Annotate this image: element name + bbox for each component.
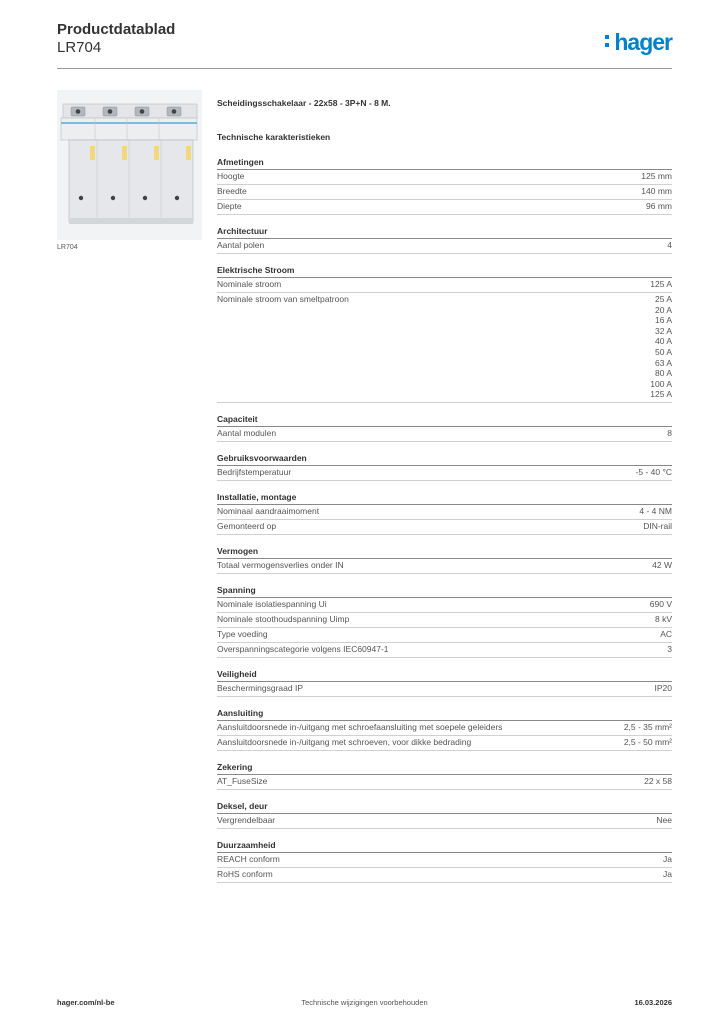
spec-row xyxy=(217,721,672,736)
section-installatie-montage xyxy=(217,491,672,535)
spec-label: Beschermingsgraad IP xyxy=(217,682,303,693)
section-gebruiksvoorwaarden xyxy=(217,452,672,481)
section-title: Installatie, montage xyxy=(217,491,672,505)
spec-value: IP20 xyxy=(654,682,672,693)
section-deksel-deur xyxy=(217,800,672,829)
spec-row xyxy=(217,427,672,442)
spec-label: Nominale isolatiespanning Ui xyxy=(217,598,327,609)
spec-label: Totaal vermogensverlies onder IN xyxy=(217,559,344,570)
section-afmetingen xyxy=(217,156,672,215)
footer-date: 16.03.2026 xyxy=(634,998,672,1007)
spec-label: Type voeding xyxy=(217,628,268,639)
section-aansluiting xyxy=(217,707,672,751)
spec-row xyxy=(217,868,672,883)
spec-label: Bedrijfstemperatuur xyxy=(217,466,292,477)
spec-label: Nominale stroom xyxy=(217,279,282,289)
spec-value: 140 mm xyxy=(641,186,672,196)
section-title: Zekering xyxy=(217,761,672,775)
spec-value: AC xyxy=(660,628,672,639)
spec-label: REACH conform xyxy=(217,853,280,864)
section-title: Veiligheid xyxy=(217,668,672,682)
spec-value: 25 A xyxy=(654,294,672,304)
section-title: Duurzaamheid xyxy=(217,839,672,853)
section-title: Architectuur xyxy=(217,225,672,239)
spec-row xyxy=(217,628,672,643)
spec-label: Breedte xyxy=(217,186,247,196)
section-title: Deksel, deur xyxy=(217,800,672,814)
fuse-switch-illustration xyxy=(57,90,202,240)
spec-value-list xyxy=(650,294,672,400)
section-title: Afmetingen xyxy=(217,156,672,170)
spec-label: Vergrendelbaar xyxy=(217,814,276,825)
document-title: Productdatablad xyxy=(57,21,176,38)
spec-value: 16 A xyxy=(654,315,672,326)
spec-row xyxy=(217,643,672,658)
section-title: Gebruiksvoorwaarden xyxy=(217,452,672,466)
spec-label: Aansluitdoorsnede in-/uitgang met schroeven, voor dikke bedrading xyxy=(217,736,472,747)
hager-logo xyxy=(614,29,672,56)
spec-row xyxy=(217,466,672,481)
spec-value: Ja xyxy=(663,853,672,864)
spec-row xyxy=(217,505,672,520)
section-spanning xyxy=(217,584,672,658)
image-caption: LR704 xyxy=(57,244,78,251)
section-subtitle: Technische karakteristieken xyxy=(217,132,331,142)
spec-value: Nee xyxy=(656,814,672,825)
spec-row xyxy=(217,598,672,613)
page-header xyxy=(57,21,672,69)
spec-value: 125 mm xyxy=(641,171,672,181)
spec-value: 4 - 4 NM xyxy=(639,505,672,516)
section-capaciteit xyxy=(217,413,672,442)
spec-row xyxy=(217,613,672,628)
spec-label: RoHS conform xyxy=(217,868,273,879)
section-duurzaamheid xyxy=(217,839,672,883)
spec-label: Aansluitdoorsnede in-/uitgang met schroefaansluiting met soepele geleiders xyxy=(217,721,503,732)
spec-label: Diepte xyxy=(217,201,242,211)
section-vermogen xyxy=(217,545,672,574)
spec-value: 32 A xyxy=(654,325,672,336)
product-name: Scheidingsschakelaar - 22x58 - 3P+N - 8 M. xyxy=(217,98,391,108)
spec-value: 80 A xyxy=(654,368,672,379)
spec-label: Overspanningscategorie volgens IEC60947-1 xyxy=(217,643,389,654)
section-title: Spanning xyxy=(217,584,672,598)
spec-value: 3 xyxy=(667,643,672,654)
spec-row xyxy=(217,520,672,535)
spec-row xyxy=(217,682,672,697)
section-title: Elektrische Stroom xyxy=(217,264,672,278)
section-title: Vermogen xyxy=(217,545,672,559)
spec-value: 4 xyxy=(667,240,672,250)
spec-label: Hoogte xyxy=(217,171,245,181)
spec-value: 40 A xyxy=(654,336,672,347)
spec-row xyxy=(217,170,672,185)
spec-label: Nominale stoothoudspanning Uimp xyxy=(217,613,350,624)
section-elektrische-stroom xyxy=(217,264,672,403)
spec-label: Nominaal aandraaimoment xyxy=(217,505,320,516)
spec-value: 22 x 58 xyxy=(644,775,672,786)
spec-row xyxy=(217,853,672,868)
logo-dots-icon xyxy=(605,35,609,48)
spec-row xyxy=(217,814,672,829)
spec-value: 690 V xyxy=(649,598,672,609)
spec-value: 42 W xyxy=(652,559,672,570)
spec-value: DIN-rail xyxy=(643,520,672,531)
spec-value: 63 A xyxy=(654,357,672,368)
footer-website-link[interactable]: hager.com/nl-be xyxy=(57,998,115,1007)
footer-note: Technische wijzigingen voorbehouden xyxy=(301,998,428,1007)
header-divider xyxy=(57,68,672,69)
spec-value: 8 kV xyxy=(654,613,672,624)
section-veiligheid xyxy=(217,668,672,697)
spec-label: Aantal polen xyxy=(217,240,265,250)
spec-label: Nominale stroom van smeltpatroon xyxy=(217,294,349,304)
product-code: LR704 xyxy=(57,39,102,56)
spec-value: 2,5 - 35 mm² xyxy=(623,721,672,732)
spec-label: AT_FuseSize xyxy=(217,775,268,786)
spec-value: 20 A xyxy=(654,304,672,315)
spec-value: 2,5 - 50 mm² xyxy=(623,736,672,747)
spec-row xyxy=(217,775,672,790)
spec-row xyxy=(217,239,672,254)
spec-row xyxy=(217,293,672,403)
spec-value: 125 A xyxy=(650,389,672,400)
spec-label: Aantal modulen xyxy=(217,427,277,438)
spec-value: -5 - 40 °C xyxy=(635,466,672,477)
section-architectuur xyxy=(217,225,672,254)
product-image xyxy=(57,90,202,240)
spec-value: 96 mm xyxy=(646,201,672,211)
section-title: Aansluiting xyxy=(217,707,672,721)
spec-label: Gemonteerd op xyxy=(217,520,277,531)
logo-text: hager xyxy=(614,29,672,55)
spec-row xyxy=(217,200,672,215)
spec-content xyxy=(217,96,672,883)
section-zekering xyxy=(217,761,672,790)
spec-row xyxy=(217,185,672,200)
spec-value: 125 A xyxy=(650,279,672,289)
spec-row xyxy=(217,736,672,751)
spec-value: 100 A xyxy=(650,378,672,389)
spec-row xyxy=(217,559,672,574)
section-title: Capaciteit xyxy=(217,413,672,427)
spec-value: 50 A xyxy=(654,346,672,357)
spec-value: Ja xyxy=(663,868,672,879)
spec-row xyxy=(217,278,672,293)
spec-value: 8 xyxy=(667,427,672,438)
